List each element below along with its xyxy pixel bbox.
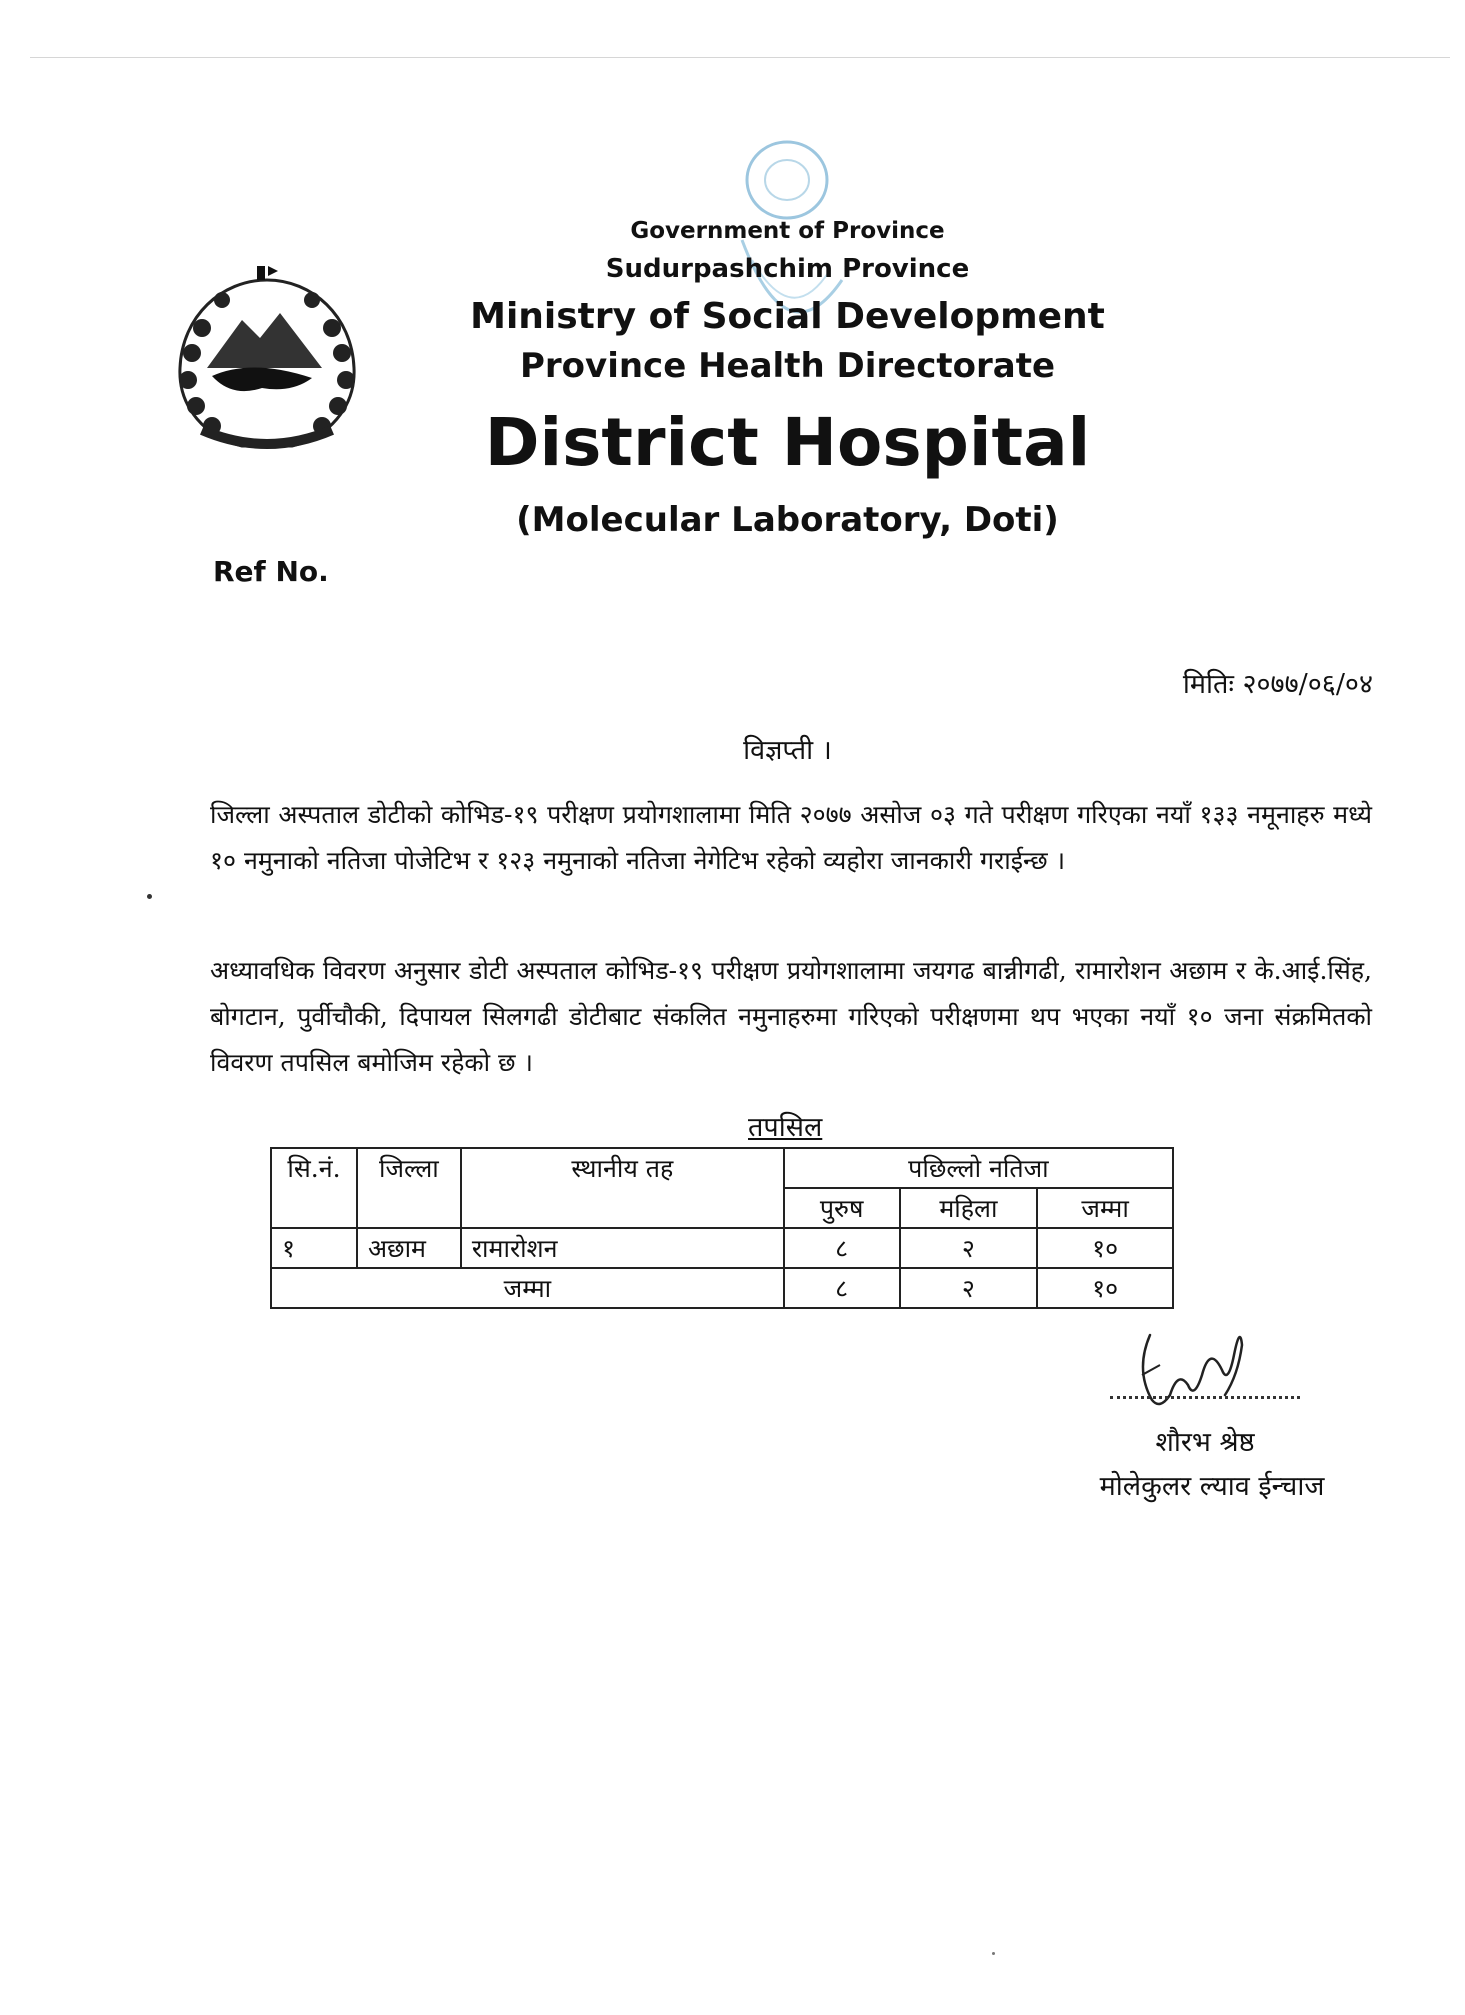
- notice-paragraph-2: अध्यावधिक विवरण अनुसार डोटी अस्पताल कोभिड-१९ परीक्षण प्रयोगशालामा जयगढ बान्नीगढी, रामारोशन अछाम र के.आई.सिंह, बोगटान, पुर्वीचौकी, दिपायल सिलगढी डोटीबाट संकलित नमुनाहरुमा गरिएको परीक्षणमा थप भएका नयाँ १० जना संक्रमितको विवरण तपसिल बमोजिम रहेको छ ।: [210, 956, 1372, 1077]
- results-table: [270, 1147, 1174, 1309]
- hospital-title: District Hospital: [484, 404, 1091, 481]
- total-female: २: [900, 1268, 1038, 1308]
- top-rule: [30, 57, 1450, 58]
- header-male: पुरुष: [784, 1188, 900, 1228]
- header-female: महिला: [900, 1188, 1038, 1228]
- ref-no-label: Ref No.: [213, 555, 329, 588]
- table-total-row: [271, 1268, 1173, 1308]
- header-district: जिल्ला: [357, 1148, 461, 1228]
- government-line: Government of Province: [630, 218, 945, 244]
- signatory-name: शौरभ श्रेष्ठ: [1155, 1427, 1255, 1458]
- cell-district: अछाम: [357, 1228, 461, 1268]
- table-title: तपसिल: [748, 1112, 823, 1143]
- header-latest-result: पछिल्लो नतिजा: [784, 1148, 1173, 1188]
- header-total: जम्मा: [1037, 1188, 1173, 1228]
- header-sn: सि.नं.: [271, 1148, 357, 1228]
- total-label: जम्मा: [271, 1268, 784, 1308]
- document-date: मितिः २०७७/०६/०४: [1182, 669, 1373, 700]
- total-male: ८: [784, 1268, 900, 1308]
- cell-total: १०: [1037, 1228, 1173, 1268]
- table-row: [271, 1228, 1173, 1268]
- cell-male: ८: [784, 1228, 900, 1268]
- notice-title: विज्ञप्ती ।: [743, 735, 832, 766]
- cell-sn: १: [271, 1228, 357, 1268]
- table-header-row: [271, 1148, 1173, 1188]
- province-line: Sudurpashchim Province: [605, 254, 970, 284]
- directorate-line: Province Health Directorate: [519, 346, 1056, 386]
- cell-female: २: [900, 1228, 1038, 1268]
- margin-mark: [147, 894, 152, 899]
- cell-local-level: रामारोशन: [461, 1228, 784, 1268]
- ministry-line: Ministry of Social Development: [470, 296, 1105, 337]
- notice-paragraph-1: जिल्ला अस्पताल डोटीको कोभिड-१९ परीक्षण प्रयोगशालामा मिति २०७७ असोज ०३ गते परीक्षण गरिएका नयाँ १३३ नमूनाहरु मध्ये १० नमुनाको नतिजा पोजेटिभ र १२३ नमुनाको नतिजा नेगेटिभ रहेको व्यहोरा जानकारी गराईन्छ ।: [210, 800, 1372, 875]
- signatory-title: मोलेकुलर ल्याव ईन्चाज: [1099, 1471, 1325, 1502]
- header-local-level: स्थानीय तह: [461, 1148, 784, 1228]
- signature-line: [1110, 1396, 1300, 1399]
- handwritten-signature: [1130, 1315, 1250, 1415]
- scan-speck: [992, 1952, 995, 1955]
- laboratory-subtitle: (Molecular Laboratory, Doti): [516, 500, 1059, 540]
- total-total: १०: [1037, 1268, 1173, 1308]
